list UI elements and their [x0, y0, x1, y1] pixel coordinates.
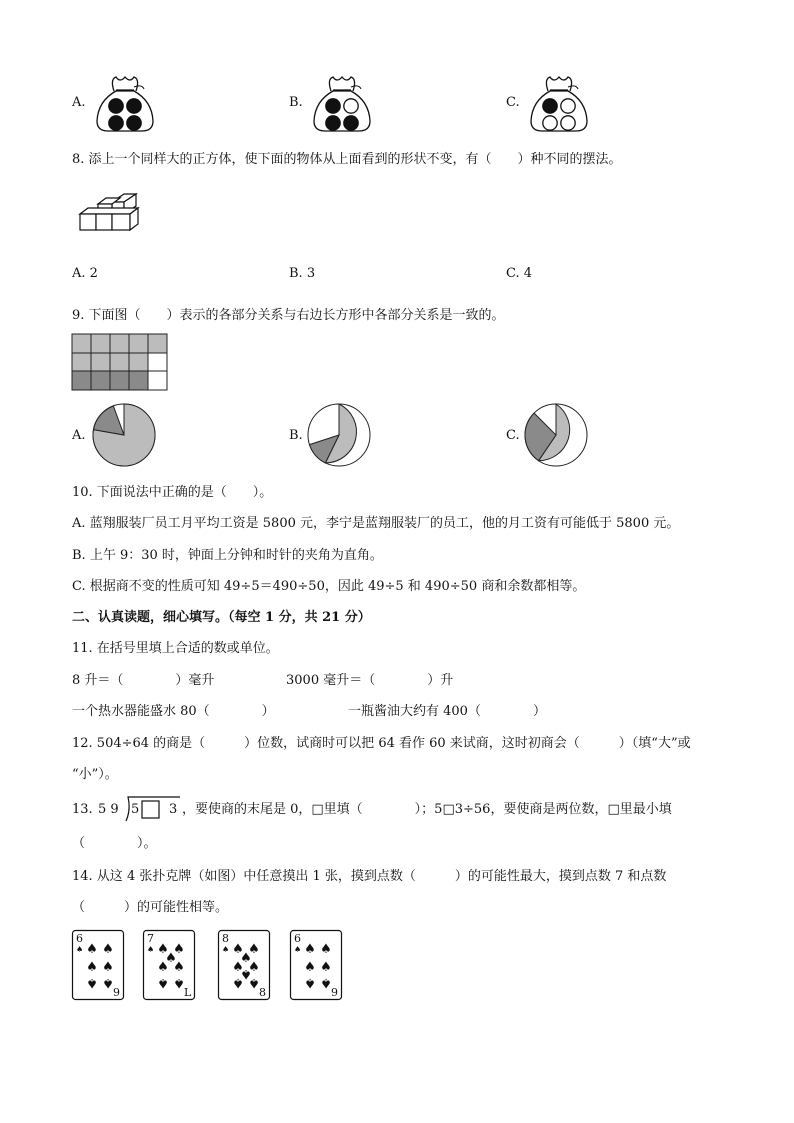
q7-bag-c: [528, 73, 590, 133]
q9-pie-a: [92, 403, 158, 467]
spade-icon: ♠: [102, 942, 114, 957]
q7-dot-black: [127, 116, 141, 130]
q13-line2: （ ）。: [72, 836, 157, 851]
q11-blank-2: 3000 毫升＝（ ）升: [286, 673, 454, 688]
spade-icon: ♠: [222, 945, 230, 954]
card-rank-top: 6: [76, 932, 83, 945]
q7-dot-black: [326, 116, 340, 130]
q7-dot-black: [543, 99, 557, 113]
q9-rectangle-grid: [72, 334, 168, 392]
q7-bag-b: [311, 73, 373, 133]
q12-question-line2: “小”）。: [72, 767, 118, 782]
q8-cubes-figure: [76, 192, 142, 238]
q11-blank-4: 一瓶酱油大约有 400（ ）: [348, 704, 546, 719]
spade-icon: ♠: [173, 975, 185, 990]
q13-number: 13.: [72, 802, 93, 817]
q7-dot-white: [561, 99, 575, 113]
q9-option-c-label: C.: [506, 428, 520, 443]
section-2-heading: 二、认真读题，细心填写。（每空 1 分，共 21 分）: [72, 610, 371, 625]
spade-icon: ♠: [76, 945, 84, 954]
spade-icon: ♠: [86, 960, 98, 975]
spade-icon: ♠: [232, 960, 244, 975]
q7-dot-black: [109, 99, 123, 113]
q9-option-a-label: A.: [72, 428, 86, 443]
q7-dot-black: [326, 99, 340, 113]
playing-card-2: [143, 930, 195, 1000]
card-rank-bottom: 9: [331, 986, 338, 999]
q8-option-a: A. 2: [72, 266, 98, 281]
spade-icon: ♠: [165, 951, 177, 966]
spade-icon: ♠: [232, 975, 244, 990]
q13-dividend-digit-1: 5: [131, 802, 140, 817]
spade-icon: ♠: [320, 975, 332, 990]
q7-dot-black: [127, 99, 141, 113]
q7-option-a-label: A.: [72, 95, 86, 110]
q8-option-c: C. 4: [506, 266, 533, 281]
card-rank-top: 6: [294, 932, 301, 945]
spade-icon: ♠: [304, 942, 316, 957]
spade-icon: ♠: [157, 942, 169, 957]
spade-icon: ♠: [240, 951, 252, 966]
q7-bag-a: [94, 73, 156, 133]
q12-question-line1: 12. 504÷64 的商是（ ）位数，试商时可以把 64 看作 60 来试商，这时初商会（ ）（填“大”或: [72, 736, 691, 751]
card-rank-top: 8: [222, 932, 229, 945]
q11-blank-3: 一个热水器能盛水 80（ ）: [72, 704, 275, 719]
q13-dividend-digit-3: 3: [169, 802, 178, 817]
q9-question: 9. 下面图（ ）表示的各部分关系与右边长方形中各部分关系是一致的。: [72, 308, 505, 323]
q10-option-a: A. 蓝翔服装厂员工月平均工资是 5800 元，李宁是蓝翔服装厂的员工，他的月工资有可能低于 5800 元。: [72, 516, 680, 531]
q7-option-b-label: B.: [289, 95, 303, 110]
q8-option-b: B. 3: [289, 266, 316, 281]
spade-icon: ♠: [86, 975, 98, 990]
playing-card-3: [218, 930, 270, 1000]
spade-icon: ♠: [232, 942, 244, 957]
q7-option-c-label: C.: [506, 95, 520, 110]
q10-option-b: B. 上午 9：30 时，钟面上分钟和时针的夹角为直角。: [72, 548, 383, 563]
q9-pie-c: [524, 403, 590, 467]
q13-question-text: ，要使商的末尾是 0，□里填（ ）；5□3÷56，要使商是两位数，□里最小填: [182, 802, 672, 817]
q14-question-line1: 14. 从这 4 张扑克牌（如图）中任意摸出 1 张，摸到点数（ ）的可能性最大，摸到点数 7 和点数: [72, 869, 667, 884]
q13-divisor: 5 9: [98, 802, 119, 817]
spade-icon: ♠: [147, 945, 155, 954]
q8-question: 8. 添上一个同样大的正方体，使下面的物体从上面看到的形状不变，有（ ）种不同的摆法。: [72, 152, 622, 167]
q7-dot-black: [344, 116, 358, 130]
spade-icon: ♠: [294, 945, 302, 954]
q14-question-line2: （ ）的可能性相等。: [72, 900, 229, 915]
spade-icon: ♠: [320, 960, 332, 975]
q9-option-b-label: B.: [289, 428, 303, 443]
spade-icon: ♠: [173, 942, 185, 957]
spade-icon: ♠: [248, 942, 260, 957]
q7-dot-white: [561, 116, 575, 130]
q11-question: 11. 在括号里填上合适的数或单位。: [72, 641, 279, 656]
q10-question: 10. 下面说法中正确的是（ ）。: [72, 485, 273, 500]
playing-card-1: [72, 930, 124, 1000]
spade-icon: ♠: [304, 975, 316, 990]
spade-icon: ♠: [320, 942, 332, 957]
spade-icon: ♠: [173, 960, 185, 975]
spade-icon: ♠: [102, 975, 114, 990]
q11-blank-1: 8 升＝（ ）毫升: [72, 673, 215, 688]
q7-dot-black: [109, 116, 123, 130]
spade-icon: ♠: [157, 960, 169, 975]
q9-pie-b: [307, 403, 373, 467]
q7-dot-white: [543, 116, 557, 130]
spade-icon: ♠: [248, 960, 260, 975]
q10-option-c: C. 根据商不变的性质可知 49÷5＝490÷50，因此 49÷5 和 490÷50 商和余数都相等。: [72, 579, 586, 594]
card-rank-bottom: 9: [113, 986, 120, 999]
card-rank-bottom: 8: [259, 986, 266, 999]
spade-icon: ♠: [86, 942, 98, 957]
card-rank-top: 7: [147, 932, 154, 945]
q7-dot-white: [344, 99, 358, 113]
spade-icon: ♠: [102, 960, 114, 975]
card-rank-bottom: L: [184, 986, 192, 999]
playing-card-4: [290, 930, 342, 1000]
spade-icon: ♠: [240, 966, 252, 981]
spade-icon: ♠: [248, 975, 260, 990]
spade-icon: ♠: [304, 960, 316, 975]
spade-icon: ♠: [157, 975, 169, 990]
